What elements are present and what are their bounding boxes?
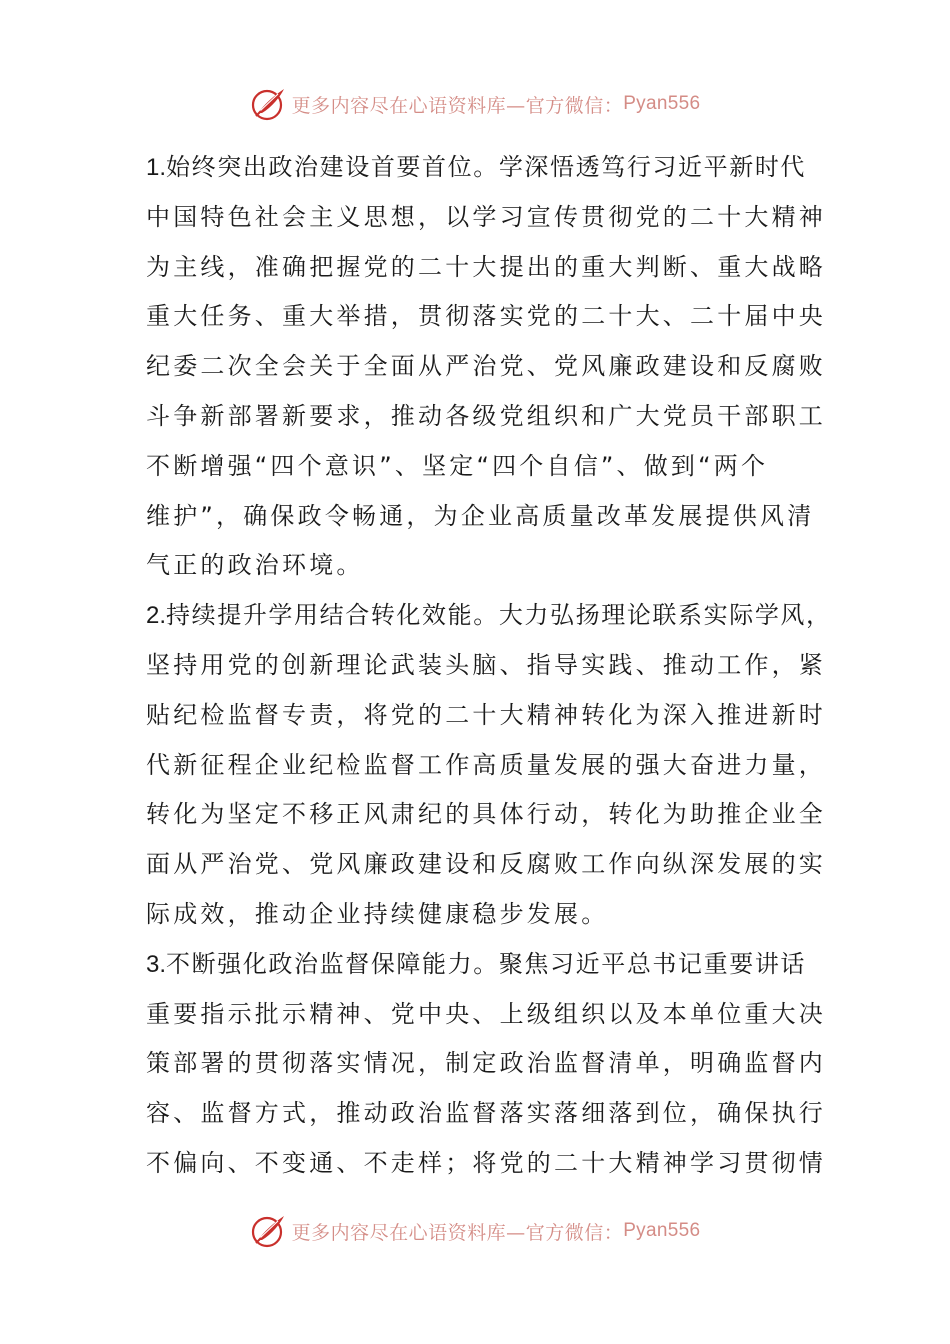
text-line — [146, 741, 826, 791]
text-line — [146, 940, 814, 990]
text-line — [146, 641, 826, 691]
line-text: 不断增强“四个意识”、坚定“四个自信”、做到“两个 — [146, 451, 769, 480]
text-line — [146, 243, 826, 293]
text-line — [146, 591, 832, 641]
text-line — [146, 1039, 826, 1089]
text-line — [146, 541, 814, 591]
line-text: 中国特色社会主义思想，以学习宣传贯彻党的二十大精神 — [146, 202, 826, 231]
quill-pen-icon — [250, 1212, 288, 1250]
text-line — [146, 292, 826, 342]
watermark-banner-bottom — [0, 1211, 950, 1251]
watermark-wechat-label: 官方微信： — [525, 1221, 624, 1244]
line-text: 持续提升学用结合转化效能。大力弘扬理论联系实际学风， — [166, 601, 832, 630]
list-number: 3. — [146, 950, 167, 978]
line-text: 为主线，准确把握党的二十大提出的重大判断、重大战略 — [146, 252, 826, 281]
text-line — [146, 840, 826, 890]
text-line — [146, 492, 814, 542]
text-line — [146, 392, 826, 442]
line-text: 始终突出政治建设首要首位。学深悟透笃行习近平新时代 — [166, 153, 807, 181]
line-text: 容、监督方式，推动政治监督落实落细落到位，确保执行 — [146, 1099, 826, 1128]
line-text: 坚持用党的创新理论武装头脑、指导实践、推动工作，紧 — [146, 650, 826, 679]
watermark-wechat-id: Pyan556 — [623, 93, 701, 114]
line-text: 气正的政治环境。 — [146, 551, 364, 580]
document-body — [146, 143, 832, 1189]
quill-pen-icon — [250, 85, 288, 123]
line-text: 不偏向、不变通、不走样；将党的二十大精神学习贯彻情 — [146, 1148, 826, 1177]
line-text: 面从严治党、党风廉政建设和反腐败工作向纵深发展的实 — [146, 850, 826, 879]
list-number: 2. — [146, 602, 167, 630]
text-line — [146, 143, 814, 193]
watermark-wechat-id: Pyan556 — [623, 1220, 701, 1241]
text-line — [146, 691, 826, 741]
line-text: 重要指示批示精神、党中央、上级组织以及本单位重大决 — [146, 999, 826, 1028]
line-text: 重大任务、重大举措，贯彻落实党的二十大、二十届中央 — [146, 302, 826, 331]
line-text: 维护”，确保政令畅通，为企业高质量改革发展提供风清 — [146, 501, 815, 530]
line-text: 代新征程企业纪检监督工作高质量发展的强大奋进力量， — [146, 750, 826, 779]
text-line — [146, 193, 826, 243]
watermark-wechat-label: 官方微信： — [525, 94, 624, 117]
line-text: 转化为坚定不移正风肃纪的具体行动，转化为助推企业全 — [146, 800, 826, 829]
text-line — [146, 1089, 826, 1139]
line-text: 斗争新部署新要求，推动各级党组织和广大党员干部职工 — [146, 401, 826, 430]
line-text: 策部署的贯彻落实情况，制定政治监督清单，明确监督内 — [146, 1049, 826, 1078]
watermark-site-text: 更多内容尽在心语资料库— — [291, 94, 526, 117]
line-text: 际成效，推动企业持续健康稳步发展。 — [146, 899, 609, 928]
watermark-site-text: 更多内容尽在心语资料库— — [291, 1221, 526, 1244]
text-line — [146, 990, 826, 1040]
text-line — [146, 442, 814, 492]
line-text: 不断强化政治监督保障能力。聚焦习近平总书记重要讲话 — [166, 949, 807, 978]
list-number: 1. — [146, 154, 167, 181]
watermark-banner-top — [0, 84, 950, 124]
text-line — [146, 1139, 826, 1189]
text-line — [146, 342, 826, 392]
text-line — [146, 890, 814, 940]
line-text: 贴纪检监督专责，将党的二十大精神转化为深入推进新时 — [146, 700, 826, 729]
text-line — [146, 790, 826, 840]
line-text: 纪委二次全会关于全面从严治党、党风廉政建设和反腐败 — [146, 352, 826, 381]
